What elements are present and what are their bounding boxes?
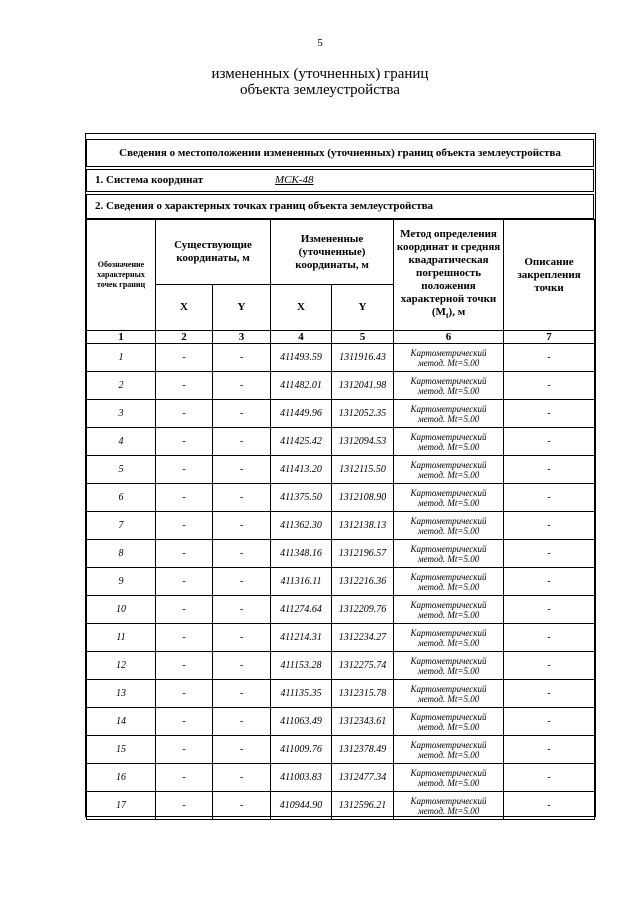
header-changed-x: X — [271, 285, 332, 331]
method-line-2: метод. Mt=5.00 — [417, 665, 480, 676]
method-cell — [394, 680, 504, 708]
coordinate-system-row — [86, 169, 594, 192]
changed-y-cell: 1312108.90 — [332, 484, 394, 512]
header-existing-y: Y — [213, 285, 271, 331]
table-row — [87, 680, 595, 708]
changed-x-cell: 411482.01 — [271, 372, 332, 400]
method-cell — [394, 764, 504, 792]
changed-y-cell: 1312115.50 — [332, 456, 394, 484]
column-number: 3 — [213, 331, 271, 344]
header-changed-y: Y — [332, 285, 394, 331]
point-number-cell: 9 — [87, 568, 156, 596]
method-cell — [394, 484, 504, 512]
method-line-1: Картометрический — [410, 571, 487, 582]
table-row — [87, 484, 595, 512]
point-number-cell: 16 — [87, 764, 156, 792]
method-cell — [394, 540, 504, 568]
method-line-2: метод. Mt=5.00 — [417, 441, 480, 452]
existing-x-cell: - — [156, 624, 213, 652]
existing-x-cell: - — [156, 652, 213, 680]
existing-x-cell: - — [156, 708, 213, 736]
method-line-2: метод. Mt=5.00 — [417, 497, 480, 508]
changed-x-cell: 411449.96 — [271, 400, 332, 428]
method-cell — [394, 568, 504, 596]
column-numbers-row — [87, 331, 595, 344]
changed-y-cell: 1312209.76 — [332, 596, 394, 624]
point-number-cell: 17 — [87, 792, 156, 820]
changed-y-cell: 1312196.57 — [332, 540, 394, 568]
method-cell — [394, 596, 504, 624]
existing-x-cell: - — [156, 512, 213, 540]
existing-y-cell: - — [213, 400, 271, 428]
document-heading — [0, 66, 640, 98]
method-line-1: Картометрический — [410, 487, 487, 498]
method-cell — [394, 456, 504, 484]
coordinate-system-label: 1. Система координат — [95, 174, 204, 186]
fastening-cell: - — [504, 792, 595, 820]
point-number-cell: 11 — [87, 624, 156, 652]
fastening-cell: - — [504, 428, 595, 456]
heading-line-1: измененных (уточненных) границ — [211, 66, 429, 82]
table-row — [87, 792, 595, 820]
point-number-cell: 7 — [87, 512, 156, 540]
table-row — [87, 344, 595, 372]
existing-y-cell: - — [213, 792, 271, 820]
method-line-2: метод. Mt=5.00 — [417, 749, 480, 760]
method-line-1: Картометрический — [410, 459, 487, 470]
header-method-end: ), м — [448, 305, 466, 318]
existing-y-cell: - — [213, 540, 271, 568]
method-cell — [394, 624, 504, 652]
changed-y-cell: 1312343.61 — [332, 708, 394, 736]
fastening-cell: - — [504, 456, 595, 484]
method-cell — [394, 428, 504, 456]
method-line-2: метод. Mt=5.00 — [417, 525, 480, 536]
existing-y-cell: - — [213, 596, 271, 624]
changed-y-cell: 1312234.27 — [332, 624, 394, 652]
heading-line-2: объекта землеустройства — [240, 82, 400, 98]
method-line-1: Картометрический — [410, 403, 487, 414]
changed-x-cell: 411362.30 — [271, 512, 332, 540]
changed-x-cell: 411063.49 — [271, 708, 332, 736]
point-number-cell: 4 — [87, 428, 156, 456]
existing-x-cell: - — [156, 344, 213, 372]
existing-y-cell: - — [213, 764, 271, 792]
method-cell — [394, 400, 504, 428]
method-line-1: Картометрический — [410, 375, 487, 386]
method-line-2: метод. Mt=5.00 — [417, 469, 480, 480]
changed-y-cell: 1311916.43 — [332, 344, 394, 372]
existing-x-cell: - — [156, 400, 213, 428]
changed-x-cell: 411009.76 — [271, 736, 332, 764]
header-point-designation: Обозначение характерных точек границ — [87, 220, 156, 331]
method-line-1: Картометрический — [410, 739, 487, 750]
changed-x-cell: 411003.83 — [271, 764, 332, 792]
fastening-cell: - — [504, 400, 595, 428]
existing-y-cell: - — [213, 652, 271, 680]
method-line-1: Картометрический — [410, 599, 487, 610]
changed-y-cell: 1312138.13 — [332, 512, 394, 540]
existing-x-cell: - — [156, 680, 213, 708]
method-line-1: Картометрический — [410, 543, 487, 554]
existing-x-cell: - — [156, 456, 213, 484]
fastening-cell: - — [504, 736, 595, 764]
table-row — [87, 512, 595, 540]
table-row — [87, 568, 595, 596]
method-line-2: метод. Mt=5.00 — [417, 609, 480, 620]
column-number: 2 — [156, 331, 213, 344]
method-cell — [394, 512, 504, 540]
point-number-cell: 1 — [87, 344, 156, 372]
changed-x-cell: 411153.28 — [271, 652, 332, 680]
changed-y-cell: 1312477.34 — [332, 764, 394, 792]
existing-x-cell: - — [156, 372, 213, 400]
method-line-2: метод. Mt=5.00 — [417, 777, 480, 788]
method-line-2: метод. Mt=5.00 — [417, 413, 480, 424]
changed-y-cell: 1312596.21 — [332, 792, 394, 820]
point-number-cell: 15 — [87, 736, 156, 764]
changed-y-cell: 1312041.98 — [332, 372, 394, 400]
existing-y-cell: - — [213, 372, 271, 400]
column-number: 4 — [271, 331, 332, 344]
fastening-cell: - — [504, 344, 595, 372]
existing-y-cell: - — [213, 568, 271, 596]
point-number-cell: 8 — [87, 540, 156, 568]
point-number-cell: 14 — [87, 708, 156, 736]
table-row — [87, 624, 595, 652]
point-number-cell: 12 — [87, 652, 156, 680]
header-method — [394, 220, 504, 331]
fastening-cell: - — [504, 484, 595, 512]
existing-x-cell: - — [156, 428, 213, 456]
existing-y-cell: - — [213, 428, 271, 456]
method-line-1: Картометрический — [410, 347, 487, 358]
method-line-1: Картометрический — [410, 515, 487, 526]
method-cell — [394, 372, 504, 400]
point-number-cell: 6 — [87, 484, 156, 512]
existing-y-cell: - — [213, 456, 271, 484]
existing-y-cell: - — [213, 680, 271, 708]
fastening-cell: - — [504, 540, 595, 568]
changed-y-cell: 1312275.74 — [332, 652, 394, 680]
method-cell — [394, 792, 504, 820]
existing-x-cell: - — [156, 484, 213, 512]
existing-y-cell: - — [213, 736, 271, 764]
fastening-cell: - — [504, 624, 595, 652]
existing-x-cell: - — [156, 736, 213, 764]
method-line-2: метод. Mt=5.00 — [417, 581, 480, 592]
changed-x-cell: 411214.31 — [271, 624, 332, 652]
changed-y-cell: 1312052.35 — [332, 400, 394, 428]
method-line-2: метод. Mt=5.00 — [417, 721, 480, 732]
column-number: 5 — [332, 331, 394, 344]
fastening-cell: - — [504, 652, 595, 680]
method-line-1: Картометрический — [410, 795, 487, 806]
method-cell — [394, 708, 504, 736]
table-row — [87, 540, 595, 568]
changed-x-cell: 411493.59 — [271, 344, 332, 372]
coordinate-system-value: МСК-48 — [275, 174, 314, 186]
changed-y-cell: 1312216.36 — [332, 568, 394, 596]
method-line-1: Картометрический — [410, 767, 487, 778]
point-number-cell: 2 — [87, 372, 156, 400]
point-number-cell: 10 — [87, 596, 156, 624]
column-number: 7 — [504, 331, 595, 344]
changed-y-cell: 1312315.78 — [332, 680, 394, 708]
method-cell — [394, 344, 504, 372]
fastening-cell: - — [504, 680, 595, 708]
point-number-cell: 3 — [87, 400, 156, 428]
table-row — [87, 764, 595, 792]
table-row — [87, 596, 595, 624]
changed-y-cell: 1312378.49 — [332, 736, 394, 764]
table-row — [87, 652, 595, 680]
method-line-2: метод. Mt=5.00 — [417, 637, 480, 648]
existing-x-cell: - — [156, 792, 213, 820]
table-row — [87, 736, 595, 764]
table-row — [87, 456, 595, 484]
method-cell — [394, 652, 504, 680]
column-number: 6 — [394, 331, 504, 344]
method-line-1: Картометрический — [410, 711, 487, 722]
points-section-title: 2. Сведения о характерных точках границ объекта землеустройства — [86, 194, 594, 219]
existing-x-cell: - — [156, 540, 213, 568]
existing-y-cell: - — [213, 344, 271, 372]
table-row — [87, 428, 595, 456]
existing-y-cell: - — [213, 708, 271, 736]
method-line-2: метод. Mt=5.00 — [417, 805, 480, 816]
column-number: 1 — [87, 331, 156, 344]
header-changed-coords: Измененные (уточненные) координаты, м — [271, 220, 394, 285]
header-fastening: Описание закрепления точки — [504, 220, 595, 331]
existing-x-cell: - — [156, 568, 213, 596]
fastening-cell: - — [504, 568, 595, 596]
table-row — [87, 372, 595, 400]
method-line-2: метод. Mt=5.00 — [417, 693, 480, 704]
changed-x-cell: 411274.64 — [271, 596, 332, 624]
changed-y-cell: 1312094.53 — [332, 428, 394, 456]
table-row — [87, 400, 595, 428]
changed-x-cell: 411135.35 — [271, 680, 332, 708]
page-number: 5 — [317, 37, 323, 49]
existing-y-cell: - — [213, 624, 271, 652]
changed-x-cell: 411316.11 — [271, 568, 332, 596]
fastening-cell: - — [504, 372, 595, 400]
existing-y-cell: - — [213, 512, 271, 540]
method-line-1: Картометрический — [410, 431, 487, 442]
existing-x-cell: - — [156, 596, 213, 624]
table-row — [87, 708, 595, 736]
table-title: Сведения о местоположении измененных (уточненных) границ объекта землеустройства — [86, 139, 594, 167]
existing-x-cell: - — [156, 764, 213, 792]
changed-x-cell: 411348.16 — [271, 540, 332, 568]
changed-x-cell: 410944.90 — [271, 792, 332, 820]
method-line-1: Картометрический — [410, 655, 487, 666]
fastening-cell: - — [504, 596, 595, 624]
method-line-2: метод. Mt=5.00 — [417, 357, 480, 368]
existing-y-cell: - — [213, 484, 271, 512]
changed-x-cell: 411375.50 — [271, 484, 332, 512]
points-body — [87, 344, 595, 820]
method-line-2: метод. Mt=5.00 — [417, 385, 480, 396]
header-existing-coords: Существующие координаты, м — [156, 220, 271, 285]
header-existing-x: X — [156, 285, 213, 331]
points-table — [86, 219, 595, 820]
changed-x-cell: 411425.42 — [271, 428, 332, 456]
method-line-1: Картометрический — [410, 683, 487, 694]
header-method-text: Метод определения координат и средняя квадратическая погрешность положения характерной точки (M — [396, 227, 501, 318]
method-line-2: метод. Mt=5.00 — [417, 553, 480, 564]
fastening-cell: - — [504, 708, 595, 736]
point-number-cell: 13 — [87, 680, 156, 708]
fastening-cell: - — [504, 764, 595, 792]
header-method-sub: t — [445, 311, 449, 321]
method-cell — [394, 736, 504, 764]
fastening-cell: - — [504, 512, 595, 540]
point-number-cell: 5 — [87, 456, 156, 484]
changed-x-cell: 411413.20 — [271, 456, 332, 484]
method-line-1: Картометрический — [410, 627, 487, 638]
